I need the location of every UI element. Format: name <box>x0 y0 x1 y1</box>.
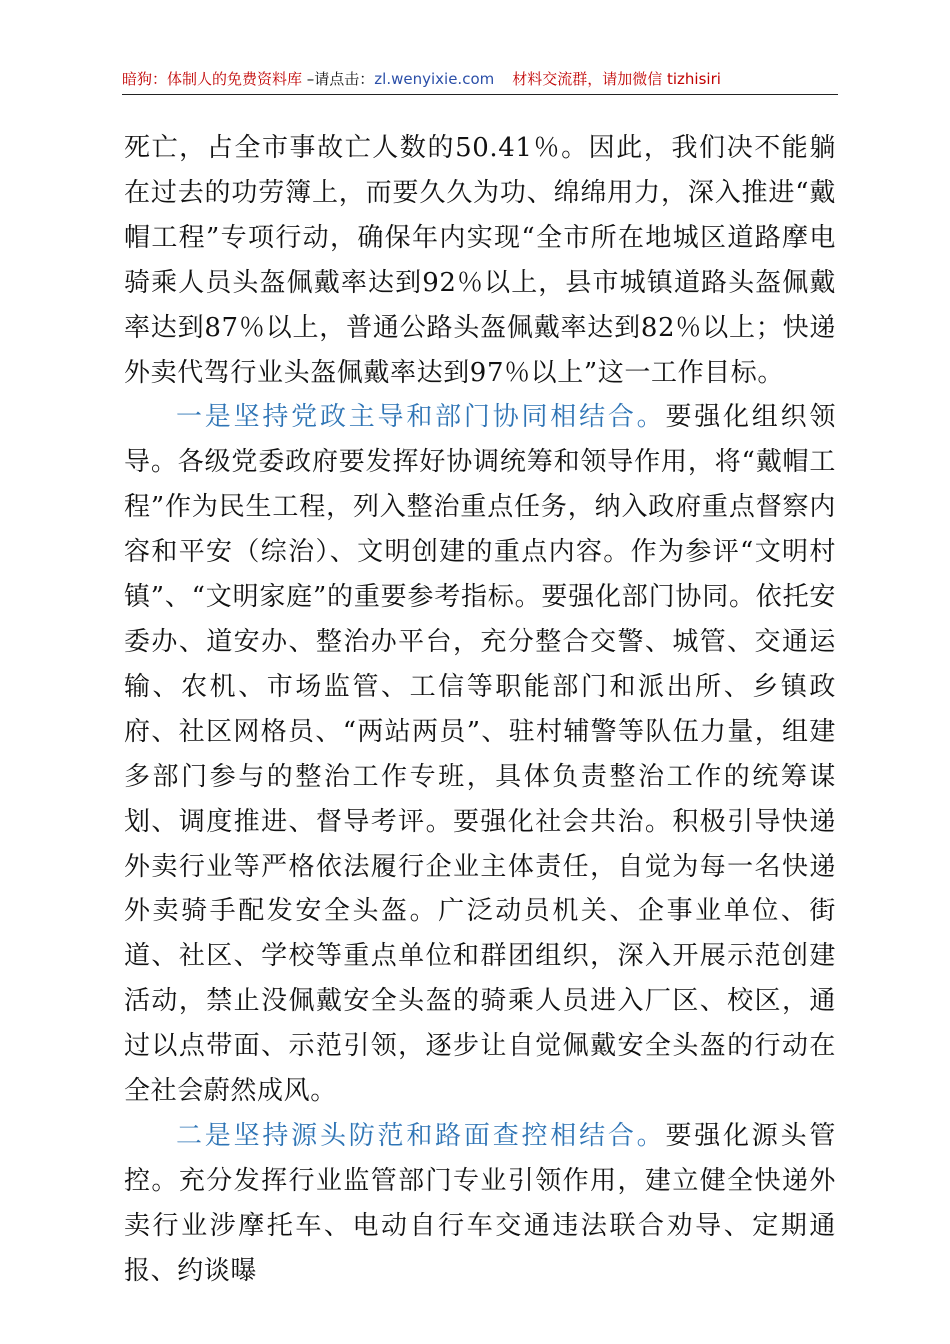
paragraph-text: 要强化源头管控。充分发挥行业监管部门专业引领作用，建立健全快递外卖行业涉摩托车、电动自行车交通违法联合劝导、定期通报、约谈曝 <box>124 1120 836 1286</box>
document-body <box>124 126 836 1294</box>
header-contact: 材料交流群，请加微信 tizhisiri <box>512 70 721 88</box>
page-header <box>122 66 838 92</box>
header-brand: 暗狗：体制人的免费资料库 <box>122 70 303 88</box>
paragraph-point-two <box>124 1114 836 1294</box>
paragraph-text: 要强化组织领导。各级党委政府要发挥好协调统筹和领导作用，将“戴帽工程”作为民生工程，列入整治重点任务，纳入政府重点督察内容和平安（综治）、文明创建的重点内容。作为参评“文明村镇”、“文明家庭”的重要参考指标。要强化部门协同。依托安委办、道安办、整治办平台，充分整合交警、城管、交通运输、农机、市场监管、工信等职能部门和派出所、乡镇政府、社区网格员、“两站两员”、驻村辅警等队伍力量，组建多部门参与的整治工作专班，具体负责整治工作的统筹谋划、调度推进、督导考评。要强化社会共治。积极引导快递外卖行业等严格依法履行企业主体责任，自觉为每一名快递外卖骑手配发安全头盔。广泛动员机关、企事业单位、街道、社区、学校等重点单位和群团组织，深入开展示范创建活动，禁止没佩戴安全头盔的骑乘人员进入厂区、校区，通过以点带面、示范引领，逐步让自觉佩戴安全头盔的行动在全社会蔚然成风。 <box>124 402 836 1107</box>
paragraph-lead-heading: 二是坚持源头防范和路面查控相结合。 <box>176 1120 666 1151</box>
paragraph-point-one <box>124 395 836 1114</box>
header-divider <box>122 94 838 95</box>
header-separator: –请点击： <box>302 70 375 88</box>
paragraph-text: 死亡，占全市事故亡人数的50.41％。因此，我们决不能躺在过去的功劳簿上，而要久久为功、绵绵用力，深入推进“戴帽工程”专项行动，确保年内实现“全市所在地城区道路摩电骑乘人员头盔佩戴率达到92％以上，县市城镇道路头盔佩戴率达到87％以上，普通公路头盔佩戴率达到82％以上；快递外卖代驾行业头盔佩戴率达到97％以上”这一工作目标。 <box>124 133 836 388</box>
paragraph-lead-heading: 一是坚持党政主导和部门协同相结合。 <box>176 402 666 433</box>
paragraph-continuation <box>124 126 836 395</box>
header-url-link[interactable]: zl.wenyixie.com <box>374 70 495 88</box>
